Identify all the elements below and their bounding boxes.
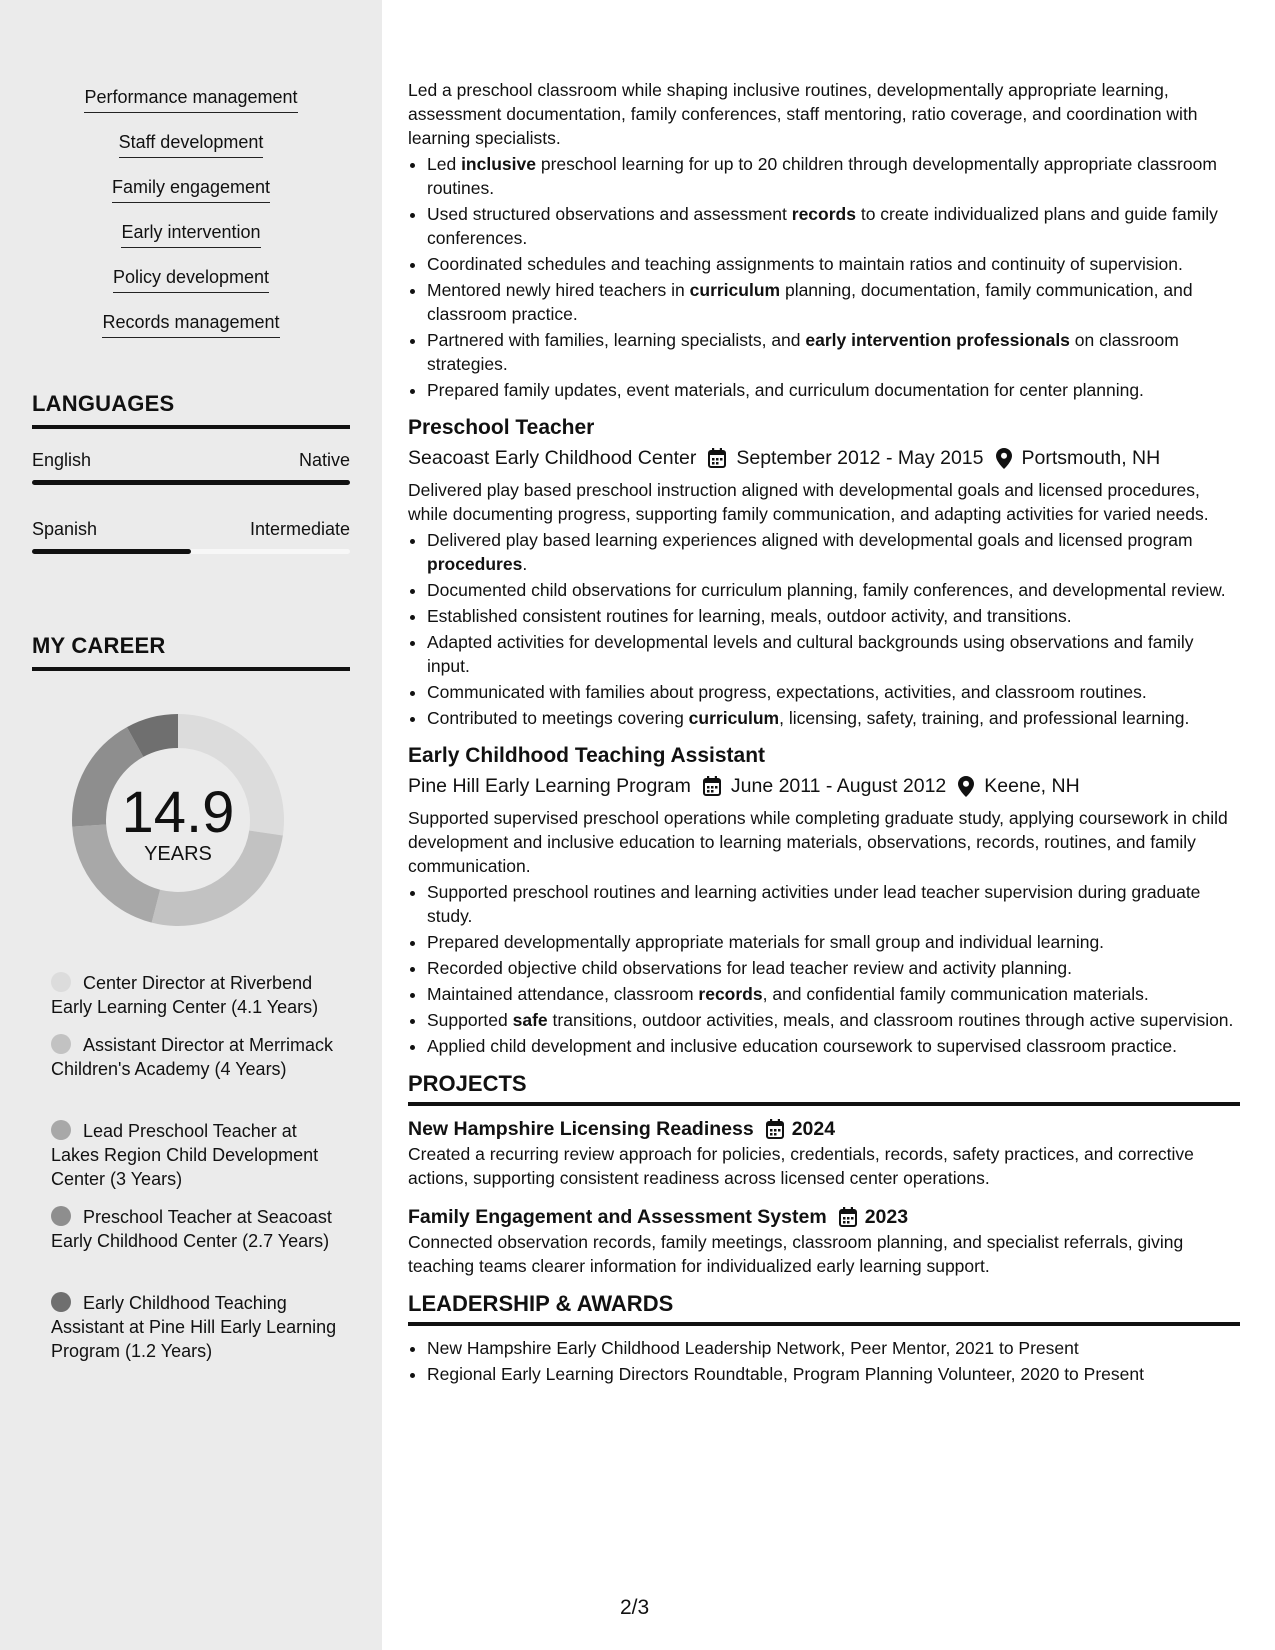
career-legend-item xyxy=(51,1033,341,1081)
sidebar xyxy=(0,0,382,1650)
skill-item xyxy=(0,176,382,203)
languages-heading: LANGUAGES xyxy=(32,391,350,429)
job-bullet: • Adapted activities for developmental levels and cultural backgrounds using observations and family input. xyxy=(427,630,1240,678)
job-bullet: • Maintained attendance, classroom records, and confidential family communication materials. xyxy=(427,982,1240,1006)
job-summary: Led a preschool classroom while shaping inclusive routines, developmentally appropriate learning, assessment documentation, family conferences, staff mentoring, ratio coverage, and coordination with learning specialists. xyxy=(408,80,1198,148)
language-proficiency-bar xyxy=(32,480,350,485)
legend-swatch xyxy=(51,1292,71,1312)
skill-item xyxy=(0,221,382,248)
skill-item xyxy=(0,311,382,338)
job-bullet: • Established consistent routines for learning, meals, outdoor activity, and transitions. xyxy=(427,604,1240,628)
skill-label: Performance management xyxy=(84,86,297,113)
job-bullet: • Contributed to meetings covering curriculum, licensing, safety, training, and professional learning. xyxy=(427,706,1240,730)
legend-label: Lead Preschool Teacher at Lakes Region Child Development Center (3 Years) xyxy=(51,1121,319,1189)
skill-label: Policy development xyxy=(113,266,269,293)
job-bullet: • Communicated with families about progress, expectations, activities, and classroom routines. xyxy=(427,680,1240,704)
leadership-list xyxy=(408,1336,1240,1386)
skill-label: Family engagement xyxy=(112,176,270,203)
language-name: English xyxy=(32,450,92,470)
job-bullet: • Partnered with families, learning specialists, and early intervention professionals on classroom strategies. xyxy=(427,328,1240,376)
project-title-row xyxy=(408,1116,1240,1142)
projects-heading: PROJECTS xyxy=(408,1072,1240,1106)
legend-label: Early Childhood Teaching Assistant at Pine Hill Early Learning Program (1.2 Years) xyxy=(51,1293,337,1361)
job-bullet: • Supported preschool routines and learning activities under lead teacher supervision during graduate study. xyxy=(427,880,1240,928)
career-total-unit: YEARS xyxy=(144,843,212,865)
experience-entry xyxy=(408,742,1240,1058)
job-title: Early Childhood Teaching Assistant xyxy=(408,744,766,767)
main-content xyxy=(408,78,1240,1388)
legend-swatch xyxy=(51,972,71,992)
job-bullet: • Mentored newly hired teachers in curriculum planning, documentation, family communication, and classroom practice. xyxy=(427,278,1240,326)
map-pin-icon xyxy=(996,448,1012,469)
job-bullets xyxy=(408,528,1240,730)
job-bullet: • Supported safe transitions, outdoor activities, meals, and classroom routines through active supervision. xyxy=(427,1008,1240,1032)
job-bullet: • Coordinated schedules and teaching assignments to maintain ratios and continuity of supervision. xyxy=(427,252,1240,276)
skill-item xyxy=(0,131,382,158)
job-bullets xyxy=(408,152,1240,402)
calendar-icon xyxy=(708,448,726,468)
leadership-item: • Regional Early Learning Directors Roundtable, Program Planning Volunteer, 2020 to Present xyxy=(427,1362,1240,1386)
legend-label: Assistant Director at Merrimack Children's Academy (4 Years) xyxy=(51,1035,334,1079)
skill-item xyxy=(0,266,382,293)
job-bullet: • Used structured observations and assessment records to create individualized plans and guide family conferences. xyxy=(427,202,1240,250)
experience-entry xyxy=(408,78,1240,402)
skill-label: Records management xyxy=(102,311,279,338)
job-bullet: • Prepared developmentally appropriate materials for small group and individual learning. xyxy=(427,930,1240,954)
career-heading: MY CAREER xyxy=(32,633,350,671)
legend-label: Center Director at Riverbend Early Learning Center (4.1 Years) xyxy=(51,973,319,1017)
job-summary: Supported supervised preschool operations while completing graduate study, applying coursework in child development and inclusive education to learning materials, observations, records, routines, and family communication. xyxy=(408,808,1228,876)
company-name: Seacoast Early Childhood Center xyxy=(408,447,697,469)
calendar-icon xyxy=(703,776,721,796)
language-level: Native xyxy=(298,450,350,470)
job-location: Portsmouth, NH xyxy=(1021,447,1161,469)
leadership-heading: LEADERSHIP & AWARDS xyxy=(408,1292,1240,1326)
career-legend-item xyxy=(51,1291,341,1363)
job-bullets xyxy=(408,880,1240,1058)
language-proficiency-fill xyxy=(32,480,350,485)
job-dates: June 2011 - August 2012 xyxy=(730,775,947,797)
job-dates: September 2012 - May 2015 xyxy=(736,447,984,469)
job-location: Keene, NH xyxy=(984,775,1080,797)
project-description: Created a recurring review approach for policies, credentials, records, safety practices, and corrective actions, supporting consistent readiness across licensed center operations. xyxy=(408,1144,1194,1188)
legend-swatch xyxy=(51,1120,71,1140)
job-bullet: • Recorded objective child observations for lead teacher review and activity planning. xyxy=(427,956,1240,980)
legend-swatch xyxy=(51,1034,71,1054)
language-row xyxy=(32,449,350,471)
career-legend-item xyxy=(51,1119,341,1191)
calendar-icon xyxy=(766,1119,784,1139)
page-number: 2/3 xyxy=(620,1596,650,1619)
skill-item xyxy=(0,86,382,113)
job-bullet: • Prepared family updates, event materials, and curriculum documentation for center planning. xyxy=(427,378,1240,402)
project-description: Connected observation records, family meetings, classroom planning, and specialist referrals, giving teaching teams clearer information for individualized early learning support. xyxy=(408,1232,1184,1276)
project-entry xyxy=(408,1116,1240,1190)
job-summary: Delivered play based preschool instruction aligned with developmental goals and licensed procedures, while documenting progress, supporting family communication, and adapting activities for varied needs. xyxy=(408,480,1209,524)
language-row xyxy=(32,518,350,540)
job-meta xyxy=(408,444,1240,472)
job-title: Preschool Teacher xyxy=(408,416,595,439)
career-donut-chart xyxy=(66,708,290,932)
job-bullet: • Applied child development and inclusive education coursework to supervised classroom practice. xyxy=(427,1034,1240,1058)
language-proficiency-fill xyxy=(32,549,191,554)
career-legend-item xyxy=(51,1205,341,1253)
job-meta xyxy=(408,772,1240,800)
project-entry xyxy=(408,1204,1240,1278)
language-level: Intermediate xyxy=(249,519,350,539)
language-proficiency-bar xyxy=(32,549,350,554)
job-bullet: • Delivered play based learning experiences aligned with developmental goals and licensed program procedures. xyxy=(427,528,1240,576)
career-total-value: 14.9 xyxy=(121,780,235,845)
legend-label: Preschool Teacher at Seacoast Early Childhood Center (2.7 Years) xyxy=(51,1207,332,1251)
leadership-item: • New Hampshire Early Childhood Leadership Network, Peer Mentor, 2021 to Present xyxy=(427,1336,1240,1360)
career-legend-item xyxy=(51,971,341,1019)
legend-swatch xyxy=(51,1206,71,1226)
experience-entry xyxy=(408,414,1240,730)
project-name: Family Engagement and Assessment System xyxy=(408,1206,827,1228)
company-name: Pine Hill Early Learning Program xyxy=(408,775,691,797)
job-bullet: • Led inclusive preschool learning for up to 20 children through developmentally appropriate classroom routines. xyxy=(427,152,1240,200)
calendar-icon xyxy=(839,1207,857,1227)
project-name: New Hampshire Licensing Readiness xyxy=(408,1118,754,1140)
skill-label: Staff development xyxy=(119,131,264,158)
project-title-row xyxy=(408,1204,1240,1230)
project-year: 2023 xyxy=(864,1206,909,1228)
job-bullet: • Documented child observations for curriculum planning, family conferences, and developmental review. xyxy=(427,578,1240,602)
language-name: Spanish xyxy=(32,519,98,539)
map-pin-icon xyxy=(958,776,974,797)
project-year: 2024 xyxy=(791,1118,836,1140)
skill-label: Early intervention xyxy=(121,221,260,248)
